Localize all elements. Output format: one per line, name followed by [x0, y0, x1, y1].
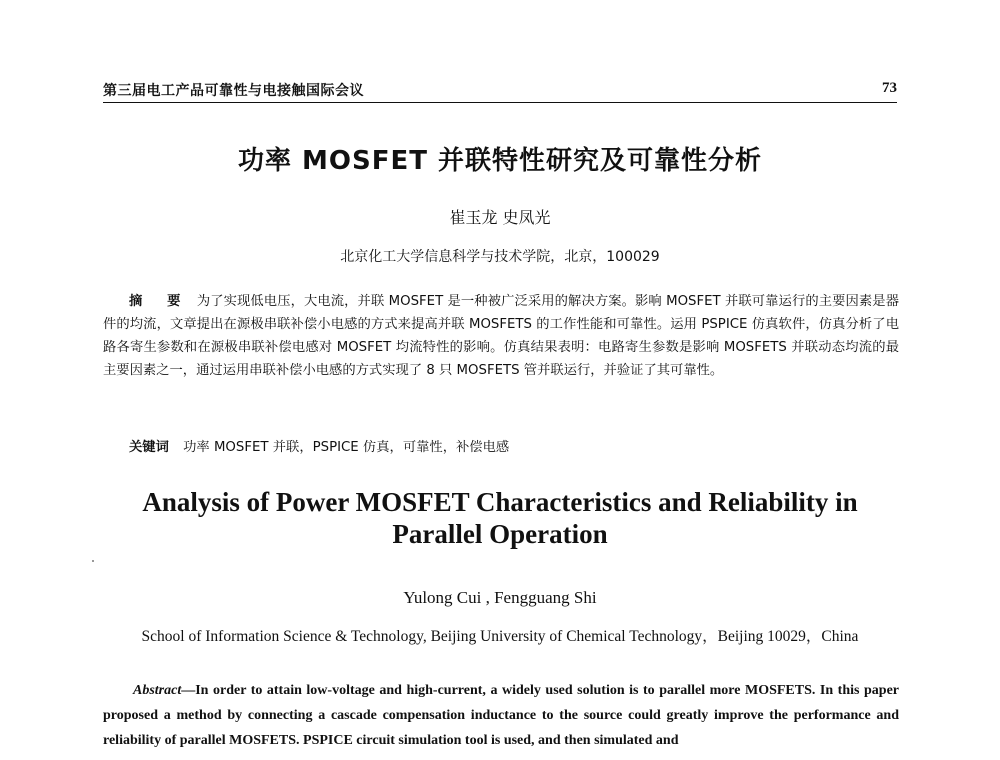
chinese-abstract-label: 摘 要	[129, 294, 191, 309]
english-abstract-label: Abstract	[133, 683, 182, 698]
page-number: 73	[882, 80, 897, 96]
chinese-title: 功率 MOSFET 并联特性研究及可靠性分析	[237, 146, 763, 176]
chinese-abstract-text: 为了实现低电压，大电流，并联 MOSFET 是一种被广泛采用的解决方案。影响 MOSFET 并联可靠运行的主要因素是器件的均流，文章提出在源极串联补偿小电感的方式来提高并联 MOSFETS 的工作性能和可靠性。运用 PSPICE 仿真软件，仿真分析了电路各寄生参数和在源极串联补偿电感对 MOSFET 均流特性的影响。仿真结果表明：电路寄生参数是影响 MOSFETS 并联动态均流的最主要因素之一，通过运用串联补偿小电感的方式实现了 8 只 MOSFETS 管并联运行，并验证了其可靠性。	[103, 294, 899, 378]
chinese-keywords-label: 关键词	[129, 440, 169, 455]
chinese-keywords-text: 功率 MOSFET 并联，PSPICE 仿真，可靠性，补偿电感	[183, 440, 510, 455]
running-header	[103, 78, 897, 103]
margin-dot	[92, 560, 94, 562]
chinese-keywords	[129, 436, 899, 455]
conference-name: 第三届电工产品可靠性与电接触国际会议	[103, 83, 364, 99]
chinese-abstract	[103, 290, 899, 382]
chinese-affiliation: 北京化工大学信息科学与技术学院，北京，100029	[340, 249, 660, 265]
english-authors: Yulong Cui , Fengguang Shi	[403, 588, 597, 607]
chinese-authors: 崔玉龙 史凤光	[449, 208, 551, 227]
english-title: Analysis of Power MOSFET Characteristics and Reliability in Parallel Operation	[142, 487, 858, 549]
english-affiliation: School of Information Science & Technology, Beijing University of Chemical Technology，Beijing 10029，China	[141, 628, 859, 645]
english-abstract	[103, 678, 899, 753]
english-abstract-text: —In order to attain low-voltage and high-current, a widely used solution is to parallel more MOSFETS. In this paper proposed a method by connecting a cascade compensation inductance to the source could greatly improve the performance and reliability of parallel MOSFETS. PSPICE circuit simulation tool is used, and then simulated and	[103, 683, 899, 748]
